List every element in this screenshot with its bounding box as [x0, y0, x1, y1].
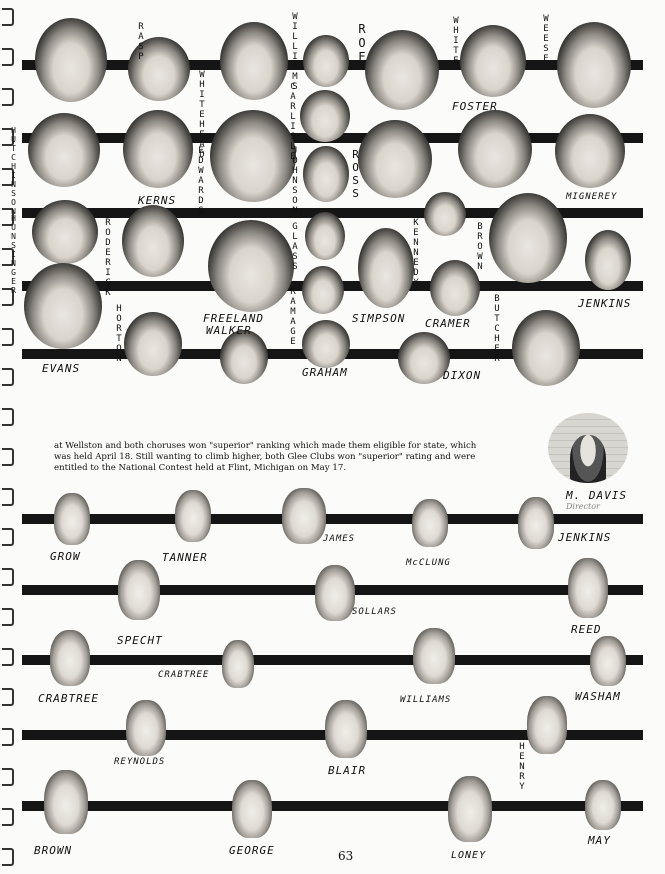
portrait [50, 630, 90, 686]
name-label: BROWN [475, 222, 485, 272]
portrait [220, 330, 268, 384]
name-label: McCLUNG [406, 558, 451, 568]
portrait [590, 636, 626, 686]
portrait [424, 192, 466, 236]
portrait [44, 770, 88, 834]
portrait [305, 212, 345, 260]
name-label: BROWN [34, 844, 73, 857]
portrait [35, 18, 107, 102]
name-label: JAMES [323, 534, 356, 544]
portrait [300, 90, 350, 142]
binding-ring [2, 408, 14, 426]
name-label: JENKINS [558, 531, 612, 544]
name-label: MIGNEREY [566, 192, 618, 202]
name-label: RASP [136, 22, 146, 62]
binding-ring [2, 488, 14, 506]
binding-ring [2, 448, 14, 466]
portrait [413, 628, 455, 684]
name-label: MAY [588, 834, 611, 847]
name-label: JENKINS [578, 297, 632, 310]
portrait [512, 310, 580, 386]
binding-ring [2, 608, 14, 626]
name-label: EDWARDS [196, 146, 206, 216]
name-label: SPECHT [117, 634, 163, 647]
stripe [22, 655, 643, 665]
stripe [22, 801, 643, 811]
portrait [358, 120, 432, 198]
name-label: RODERICK [103, 218, 113, 298]
name-label: GEORGE [229, 844, 275, 857]
portrait [358, 228, 414, 308]
portrait [210, 110, 296, 202]
portrait [555, 114, 625, 188]
name-label: JOHNSON [290, 146, 300, 216]
portrait [122, 205, 184, 277]
portrait [315, 565, 355, 621]
director-name: M. DAVIS [566, 489, 627, 502]
name-label: EVANS [42, 362, 81, 375]
name-label: HUTCHINSON [9, 126, 18, 216]
portrait [303, 35, 349, 87]
binding-ring [2, 528, 14, 546]
caption-paragraph: at Wellston and both choruses won "superior" ranking which made them eligible for state, which was held April 18. Still wanting to climb higher, both Glee Clubs won "superior" rating and were entitled to the National Contest held at Flint, Michigan on May 17. [54, 440, 477, 473]
page-number: 63 [338, 849, 354, 863]
portrait [448, 776, 492, 842]
portrait [32, 200, 98, 264]
portrait [123, 110, 193, 188]
director-portrait [548, 413, 628, 483]
portrait [28, 113, 100, 187]
name-label: KERNS [138, 194, 177, 207]
name-label: WALKER [206, 324, 252, 337]
portrait [518, 497, 554, 549]
name-label: REED [571, 623, 602, 636]
name-label: SOLLARS [352, 607, 397, 617]
portrait [460, 25, 526, 97]
director-subtitle: Director [566, 502, 600, 511]
portrait [54, 493, 90, 545]
name-label: HUNSINGER [9, 214, 18, 295]
portrait [220, 22, 288, 100]
portrait [118, 560, 160, 620]
binding-ring [2, 728, 14, 746]
name-label: ROSS [349, 148, 362, 200]
name-label: CRABTREE [38, 692, 99, 705]
portrait [365, 30, 439, 110]
binding-ring [2, 848, 14, 866]
binding-ring [2, 688, 14, 706]
name-label: WEESE [541, 14, 551, 64]
name-label: BLAIR [328, 764, 367, 777]
name-label: CRABTREE [158, 670, 210, 680]
name-label: LONEY [451, 850, 487, 861]
binding-ring [2, 648, 14, 666]
portrait [325, 700, 367, 758]
name-label: WILLIAMS [290, 12, 300, 92]
portrait [302, 266, 344, 314]
binding-ring [2, 808, 14, 826]
portrait [222, 640, 254, 688]
portrait [208, 220, 294, 312]
portrait [126, 700, 166, 756]
portrait [527, 696, 567, 754]
director-figure [570, 435, 606, 483]
binding-ring [2, 48, 14, 66]
portrait [124, 312, 182, 376]
name-label: DIXON [443, 369, 482, 382]
name-label: GRAHAM [302, 366, 348, 379]
portrait [430, 260, 480, 316]
name-label: HORTON [114, 304, 124, 364]
name-label: WHITEHEAD [197, 70, 207, 160]
portrait [489, 193, 567, 283]
name-label: REYNOLDS [114, 757, 166, 767]
portrait [568, 558, 608, 618]
binding-ring [2, 88, 14, 106]
name-label: FREELAND [203, 312, 264, 325]
portrait [585, 230, 631, 290]
portrait [585, 780, 621, 830]
portrait [412, 499, 448, 547]
name-label: WASHAM [575, 690, 621, 703]
portrait [282, 488, 326, 544]
name-label: ROE [355, 22, 369, 64]
name-label: KENNEDY [411, 218, 421, 288]
portrait [175, 490, 211, 542]
name-label: WHITE [451, 16, 461, 66]
binding-ring [2, 328, 14, 346]
binding-ring [2, 768, 14, 786]
name-label: BUTCHER [492, 294, 502, 364]
name-label: RAMAGE [288, 287, 298, 347]
name-label: CARLISLE [288, 82, 298, 162]
name-label: GLASS [290, 222, 300, 272]
name-label: TANNER [162, 551, 208, 564]
name-label: GROW [50, 550, 81, 563]
portrait [24, 263, 102, 349]
portrait [232, 780, 272, 838]
binding-ring [2, 568, 14, 586]
binding-ring [2, 8, 14, 26]
portrait [303, 146, 349, 202]
portrait [458, 110, 532, 188]
name-label: SIMPSON [352, 312, 406, 325]
name-label: HENRY [517, 742, 527, 792]
binding-ring [2, 368, 14, 386]
portrait [557, 22, 631, 108]
name-label: WILLIAMS [400, 695, 452, 705]
name-label: CRAMER [425, 317, 471, 330]
name-label: FOSTER [452, 100, 498, 113]
portrait [302, 320, 350, 368]
